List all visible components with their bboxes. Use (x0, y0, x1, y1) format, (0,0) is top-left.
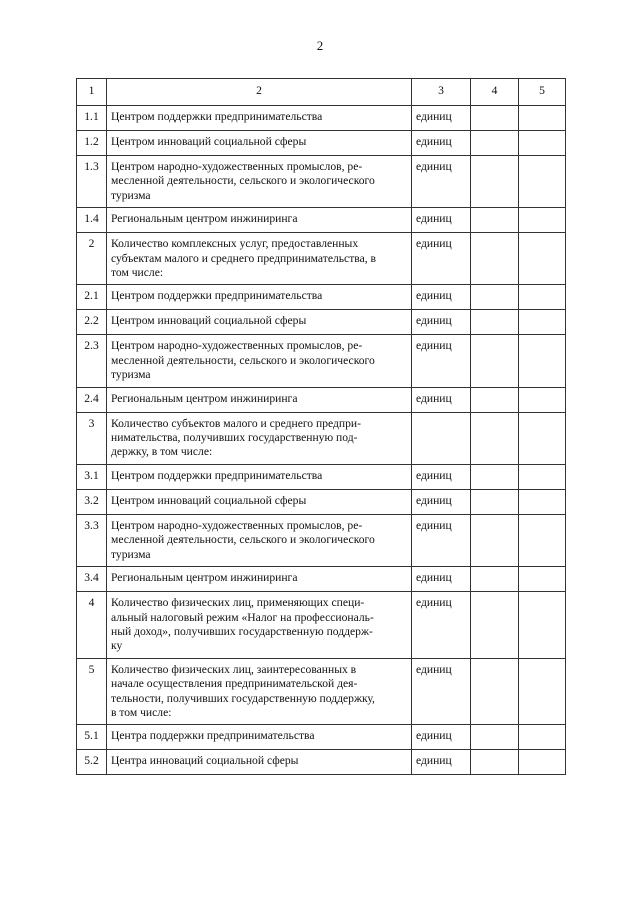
value-cell-col4 (471, 233, 519, 285)
indicator-name-cell: Региональным центром инжиниринга (107, 208, 412, 233)
row-number-cell: 2.3 (77, 335, 107, 387)
value-cell-col5 (519, 156, 566, 208)
indicator-name-cell: Центром поддержки предпринимательства (107, 106, 412, 131)
value-cell-col5 (519, 310, 566, 335)
value-cell-col4 (471, 592, 519, 659)
table-row (77, 208, 566, 233)
table-row (77, 285, 566, 310)
row-number-cell: 2.2 (77, 310, 107, 335)
table-row (77, 489, 566, 514)
unit-cell: единиц (412, 489, 471, 514)
indicator-name-cell: Центром народно-художественных промыслов, ре- месленной деятельности, сельского и экологического туризма (107, 156, 412, 208)
row-number-cell: 3.3 (77, 514, 107, 566)
row-number-cell: 2 (77, 233, 107, 285)
value-cell-col5 (519, 489, 566, 514)
indicator-name-cell: Региональным центром инжиниринга (107, 567, 412, 592)
indicator-name-cell: Количество физических лиц, применяющих специ- альный налоговый режим «Налог на профессиональ- ный доход», получивших государственную поддерж- ку (107, 592, 412, 659)
unit-cell (412, 412, 471, 464)
unit-cell: единиц (412, 285, 471, 310)
column-number-3: 3 (412, 79, 471, 106)
row-number-cell: 4 (77, 592, 107, 659)
row-number-cell: 3.1 (77, 464, 107, 489)
row-number-cell: 5 (77, 658, 107, 725)
row-number-cell: 1.2 (77, 131, 107, 156)
value-cell-col4 (471, 285, 519, 310)
row-number-cell: 5.2 (77, 750, 107, 775)
table-row (77, 464, 566, 489)
table-row (77, 514, 566, 566)
table-row (77, 387, 566, 412)
value-cell-col5 (519, 387, 566, 412)
unit-cell: единиц (412, 514, 471, 566)
indicator-name-cell: Центром инноваций социальной сферы (107, 489, 412, 514)
value-cell-col5 (519, 658, 566, 725)
value-cell-col5 (519, 233, 566, 285)
value-cell-col4 (471, 156, 519, 208)
row-number-cell: 1.4 (77, 208, 107, 233)
table-row (77, 592, 566, 659)
unit-cell: единиц (412, 208, 471, 233)
table-row (77, 750, 566, 775)
indicator-name-cell: Центра инноваций социальной сферы (107, 750, 412, 775)
table-row (77, 131, 566, 156)
value-cell-col4 (471, 208, 519, 233)
indicator-name-cell: Региональным центром инжиниринга (107, 387, 412, 412)
value-cell-col4 (471, 750, 519, 775)
value-cell-col4 (471, 489, 519, 514)
table-row (77, 567, 566, 592)
table-row (77, 106, 566, 131)
value-cell-col4 (471, 658, 519, 725)
table-row (77, 658, 566, 725)
row-number-cell: 1.3 (77, 156, 107, 208)
indicator-name-cell: Центра поддержки предпринимательства (107, 725, 412, 750)
unit-cell: единиц (412, 335, 471, 387)
indicator-name-cell: Центром инноваций социальной сферы (107, 131, 412, 156)
row-number-cell: 2.1 (77, 285, 107, 310)
value-cell-col4 (471, 310, 519, 335)
value-cell-col5 (519, 514, 566, 566)
indicator-name-cell: Количество физических лиц, заинтересованных в начале осуществления предпринимательской дея- тельности, получивших государственную поддержку, в том числе: (107, 658, 412, 725)
value-cell-col4 (471, 725, 519, 750)
unit-cell: единиц (412, 567, 471, 592)
table-row (77, 335, 566, 387)
column-number-5: 5 (519, 79, 566, 106)
table-row (77, 156, 566, 208)
unit-cell: единиц (412, 464, 471, 489)
value-cell-col5 (519, 131, 566, 156)
table-row (77, 233, 566, 285)
unit-cell: единиц (412, 310, 471, 335)
value-cell-col4 (471, 131, 519, 156)
indicator-name-cell: Центром поддержки предпринимательства (107, 464, 412, 489)
value-cell-col4 (471, 335, 519, 387)
value-cell-col4 (471, 464, 519, 489)
table-header-row (77, 79, 566, 106)
unit-cell: единиц (412, 106, 471, 131)
table-row (77, 412, 566, 464)
value-cell-col5 (519, 725, 566, 750)
indicator-name-cell: Центром народно-художественных промыслов, ре- месленной деятельности, сельского и экологического туризма (107, 514, 412, 566)
row-number-cell: 3.2 (77, 489, 107, 514)
value-cell-col4 (471, 387, 519, 412)
value-cell-col5 (519, 285, 566, 310)
unit-cell: единиц (412, 592, 471, 659)
indicator-name-cell: Центром инноваций социальной сферы (107, 310, 412, 335)
unit-cell: единиц (412, 725, 471, 750)
value-cell-col5 (519, 750, 566, 775)
value-cell-col4 (471, 106, 519, 131)
unit-cell: единиц (412, 750, 471, 775)
value-cell-col5 (519, 208, 566, 233)
value-cell-col5 (519, 335, 566, 387)
row-number-cell: 1.1 (77, 106, 107, 131)
value-cell-col5 (519, 567, 566, 592)
row-number-cell: 3 (77, 412, 107, 464)
value-cell-col5 (519, 592, 566, 659)
indicator-name-cell: Количество комплексных услуг, предоставленных субъектам малого и среднего предпринимательства, в том числе: (107, 233, 412, 285)
indicator-name-cell: Центром народно-художественных промыслов, ре- месленной деятельности, сельского и экологического туризма (107, 335, 412, 387)
table-row (77, 310, 566, 335)
unit-cell: единиц (412, 156, 471, 208)
unit-cell: единиц (412, 658, 471, 725)
table-row (77, 725, 566, 750)
column-number-4: 4 (471, 79, 519, 106)
unit-cell: единиц (412, 233, 471, 285)
unit-cell: единиц (412, 387, 471, 412)
column-number-1: 1 (77, 79, 107, 106)
table-body (77, 79, 566, 775)
value-cell-col5 (519, 464, 566, 489)
column-number-2: 2 (107, 79, 412, 106)
row-number-cell: 2.4 (77, 387, 107, 412)
indicator-name-cell: Центром поддержки предпринимательства (107, 285, 412, 310)
value-cell-col5 (519, 412, 566, 464)
value-cell-col4 (471, 514, 519, 566)
value-cell-col4 (471, 412, 519, 464)
value-cell-col4 (471, 567, 519, 592)
row-number-cell: 5.1 (77, 725, 107, 750)
unit-cell: единиц (412, 131, 471, 156)
indicator-name-cell: Количество субъектов малого и среднего предпри- нимательства, получивших государственную под- держку, в том числе: (107, 412, 412, 464)
page-number: 2 (316, 38, 324, 53)
indicators-table (76, 78, 566, 775)
row-number-cell: 3.4 (77, 567, 107, 592)
value-cell-col5 (519, 106, 566, 131)
